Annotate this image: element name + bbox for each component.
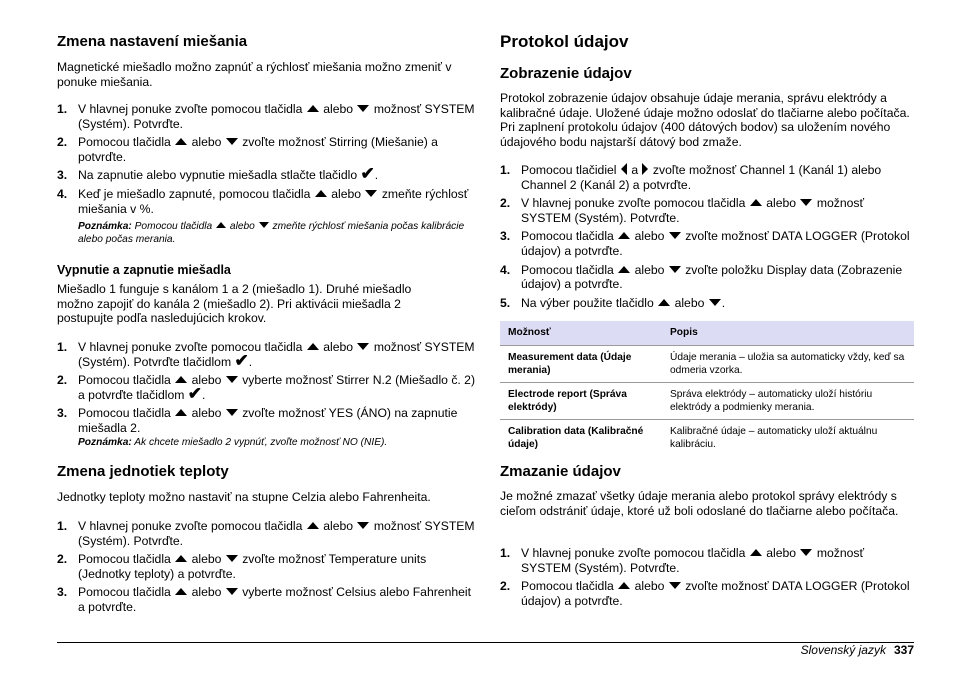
table-header: Popis: [662, 321, 914, 346]
delete-data-intro: Je možné zmazať všetky údaje merania alebo protokol správy elektródy s cieľom odstrániť údaje, ktoré už boli odoslané do tlačiarne alebo počítača.: [500, 489, 899, 518]
up-arrow-icon: [175, 409, 187, 416]
list-item: 2. Pomocou tlačidla alebo zvoľte možnosť Stirring (Miešanie) a potvrďte.: [57, 135, 438, 164]
table-row: [500, 346, 914, 383]
list-item: 1. V hlavnej ponuke zvoľte pomocou tlačidla alebo možnosť SYSTEM (Systém). Potvrďte tlačidlom ✔.: [57, 340, 475, 370]
stirring-intro: Magnetické miešadlo možno zapnúť a rýchlosť miešania možno zmeniť v ponuke miešania.: [57, 60, 452, 89]
down-arrow-icon: [709, 299, 721, 306]
down-arrow-icon: [357, 343, 369, 350]
page-footer: [801, 643, 914, 657]
down-arrow-icon: [800, 199, 812, 206]
subsection-title-view-data: Zobrazenie údajov: [500, 65, 632, 82]
down-arrow-icon: [357, 522, 369, 529]
down-arrow-icon: [669, 232, 681, 239]
up-arrow-icon: [175, 555, 187, 562]
up-arrow-icon: [175, 376, 187, 383]
checkmark-icon: ✔: [187, 383, 203, 403]
up-arrow-icon: [618, 232, 630, 239]
list-item: 3. Pomocou tlačidla alebo zvoľte možnosť DATA LOGGER (Protokol údajov) a potvrďte.: [500, 229, 910, 258]
list-item: 4. Keď je miešadlo zapnuté, pomocou tlačidla alebo zmeňte rýchlosť miešania v %. Poznámka: Pomocou tlačidla alebo zmeňte rýchlosť miešania počas kalibrácie alebo počas merania.: [57, 187, 477, 246]
up-arrow-icon: [315, 190, 327, 197]
up-arrow-icon: [307, 343, 319, 350]
list-item: 2. Pomocou tlačidla alebo zvoľte možnosť Temperature units (Jednotky teploty) a potvrďte.: [57, 552, 427, 581]
delete-data-steps: [500, 546, 915, 608]
up-arrow-icon: [307, 105, 319, 112]
footer-divider: [57, 642, 914, 643]
list-item: 1. V hlavnej ponuke zvoľte pomocou tlačidla alebo možnosť SYSTEM (Systém). Potvrďte.: [57, 519, 475, 548]
section-title-temperature: Zmena jednotiek teploty: [57, 463, 229, 480]
table-header: Možnosť: [500, 321, 662, 346]
view-data-intro: Protokol zobrazenie údajov obsahuje údaje merania, správu elektródy a kalibračné údaje. Uložené údaje možno odoslať do tlačiarne alebo počítača. Pri zaplnení protokolu údajov (400 dátových bodov) sa uložením nového údajového bodu najstarší dátový bod zmaže.: [500, 91, 910, 149]
up-arrow-icon: [750, 549, 762, 556]
down-arrow-icon: [669, 582, 681, 589]
subsection-title-stirrer-toggle: Vypnutie a zapnutie miešadla: [57, 263, 231, 277]
up-arrow-icon: [307, 522, 319, 529]
down-arrow-icon: [365, 190, 377, 197]
note: Poznámka: Pomocou tlačidla alebo zmeňte rýchlosť miešania počas kalibrácie alebo počas merania.: [78, 221, 465, 246]
left-arrow-icon: [621, 163, 627, 175]
page-number: 337: [893, 643, 914, 657]
list-item: 2. V hlavnej ponuke zvoľte pomocou tlačidla alebo možnosť SYSTEM (Systém). Potvrďte.: [500, 196, 865, 225]
up-arrow-icon: [216, 222, 226, 228]
temperature-steps: [57, 519, 477, 615]
list-item: 3. Pomocou tlačidla alebo vyberte možnosť Celsius alebo Fahrenheit a potvrďte.: [57, 585, 472, 614]
footer-language: Slovenský jazyk: [800, 643, 886, 657]
list-item: 4. Pomocou tlačidla alebo zvoľte položku Display data (Zobrazenie údajov) a potvrďte.: [500, 262, 903, 292]
table-cell: Electrode report (Správa elektródy): [500, 383, 662, 420]
table-row: [500, 383, 914, 420]
list-item: 3. Na zapnutie alebo vypnutie miešadla stlačte tlačidlo ✔.: [57, 164, 379, 184]
table-cell: Measurement data (Údaje merania): [500, 346, 662, 383]
stirrer-toggle-steps: [57, 340, 477, 449]
up-arrow-icon: [175, 138, 187, 145]
list-item: 1. V hlavnej ponuke zvoľte pomocou tlačidla alebo možnosť SYSTEM (Systém). Potvrďte.: [500, 546, 865, 575]
section-title-stirring: Zmena nastavení miešania: [57, 33, 248, 50]
down-arrow-icon: [669, 266, 681, 273]
checkmark-icon: ✔: [234, 350, 249, 370]
up-arrow-icon: [175, 588, 187, 595]
stirring-steps: [57, 102, 477, 246]
up-arrow-icon: [618, 582, 630, 589]
list-item: 3. Pomocou tlačidla alebo zvoľte možnosť YES (ÁNO) na zapnutie miešadla 2. Poznámka: Ak chcete miešadlo 2 vypnúť, zvoľte možnosť NO (NIE).: [57, 406, 477, 448]
down-arrow-icon: [800, 549, 812, 556]
up-arrow-icon: [658, 299, 670, 306]
table-row: [500, 420, 914, 457]
down-arrow-icon: [357, 105, 369, 112]
list-item: 1. V hlavnej ponuke zvoľte pomocou tlačidla alebo možnosť SYSTEM (Systém). Potvrďte.: [57, 102, 475, 131]
options-table: [500, 321, 914, 456]
down-arrow-icon: [226, 555, 238, 562]
list-item: 5. Na výber použite tlačidlo alebo .: [500, 295, 726, 310]
down-arrow-icon: [226, 376, 238, 383]
right-arrow-icon: [642, 163, 648, 175]
up-arrow-icon: [750, 199, 762, 206]
down-arrow-icon: [226, 409, 238, 416]
list-item: 2. Pomocou tlačidla alebo zvoľte možnosť DATA LOGGER (Protokol údajov) a potvrďte.: [500, 579, 910, 608]
subsection-title-delete-data: Zmazanie údajov: [500, 463, 621, 480]
stirrer-toggle-intro: Miešadlo 1 funguje s kanálom 1 a 2 (miešadlo 1). Druhé miešadlo možno zapojiť do kanála 2 (miešadlo 2). Pri aktivácii miešadla 2 postupujte podľa nasledujúcich krokov.: [57, 282, 412, 326]
temperature-intro: Jednotky teploty možno nastaviť na stupne Celzia alebo Fahrenheita.: [57, 490, 431, 504]
up-arrow-icon: [618, 266, 630, 273]
table-cell: Kalibračné údaje – automaticky uloží aktuálnu kalibráciu.: [662, 420, 914, 457]
table-cell: Údaje merania – uložia sa automaticky vždy, keď sa odmeria vzorka.: [662, 346, 914, 383]
table-header-row: [500, 321, 914, 346]
down-arrow-icon: [226, 588, 238, 595]
section-title-data-log: Protokol údajov: [500, 32, 629, 51]
down-arrow-icon: [259, 222, 269, 228]
view-data-steps: [500, 163, 915, 310]
checkmark-icon: ✔: [360, 164, 375, 184]
note: Poznámka: Ak chcete miešadlo 2 vypnúť, zvoľte možnosť NO (NIE).: [78, 436, 388, 448]
list-item: 2. Pomocou tlačidla alebo vyberte možnosť Stirrer N.2 (Miešadlo č. 2) a potvrďte tlačidlom ✔.: [57, 373, 476, 403]
down-arrow-icon: [226, 138, 238, 145]
table-cell: Calibration data (Kalibračné údaje): [500, 420, 662, 457]
list-item: 1. Pomocou tlačidiel a zvoľte možnosť Channel 1 (Kanál 1) alebo Channel 2 (Kanál 2) a potvrďte.: [500, 163, 882, 192]
table-cell: Správa elektródy – automaticky uloží históriu elektródy a podmienky merania.: [662, 383, 914, 420]
